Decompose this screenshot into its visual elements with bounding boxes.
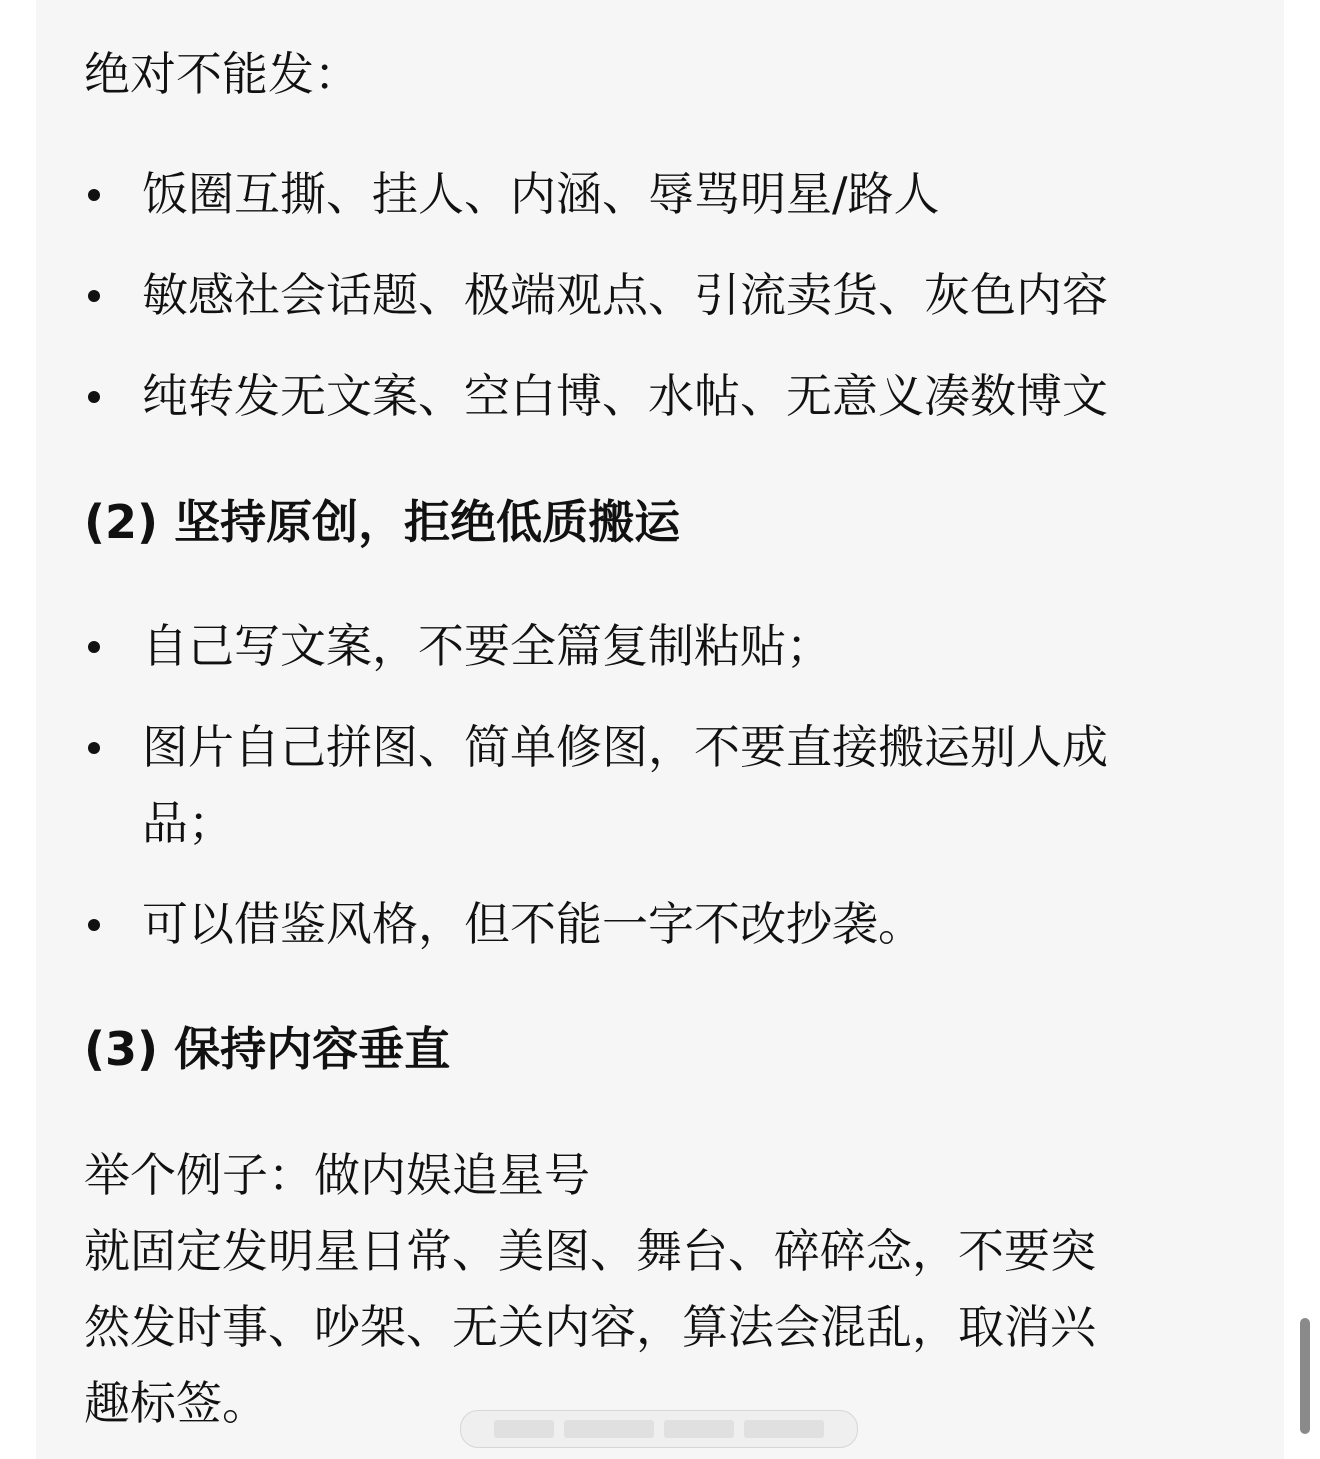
- bullet-icon: [88, 391, 100, 403]
- list-item: [84, 886, 1222, 962]
- list-item-text: 饭圈互撕、挂人、内涵、辱骂明星/路人: [142, 167, 940, 221]
- list-item-text: 图片自己拼图、简单修图，不要直接搬运别人成: [142, 720, 1108, 774]
- example-line: 举个例子：做内娱追星号: [84, 1148, 590, 1202]
- list-item-text: 可以借鉴风格，但不能一字不改抄袭。: [142, 897, 924, 951]
- bullet-icon: [88, 742, 100, 754]
- list-item-text: 敏感社会话题、极端观点、引流卖货、灰色内容: [142, 268, 1108, 322]
- list-item: [84, 709, 1222, 785]
- list-item-text: 自己写文案，不要全篇复制粘贴；: [142, 619, 832, 673]
- body-line: 然发时事、吵架、无关内容，算法会混乱，取消兴: [84, 1300, 1096, 1354]
- watermark: [460, 1410, 858, 1448]
- content-panel: [36, 0, 1284, 1459]
- bullet-icon: [88, 641, 100, 653]
- watermark-block: [664, 1420, 734, 1438]
- section-heading-2: (2) 坚持原创，拒绝低质搬运: [84, 495, 681, 549]
- watermark-block: [744, 1420, 824, 1438]
- list-item-continuation: [84, 785, 1222, 886]
- list-item: [84, 358, 1222, 459]
- bullet-icon: [88, 919, 100, 931]
- bullet-icon: [88, 189, 100, 201]
- bullet-icon: [88, 290, 100, 302]
- body-line: 趣标签。: [84, 1376, 268, 1430]
- scrollbar-thumb[interactable]: [1300, 1318, 1310, 1434]
- list-item: [84, 156, 1222, 257]
- intro-text: 绝对不能发：: [84, 47, 360, 101]
- body-line: 就固定发明星日常、美图、舞台、碎碎念，不要突: [84, 1224, 1096, 1278]
- section-heading-3: (3) 保持内容垂直: [84, 1022, 451, 1076]
- list-item-text: 纯转发无文案、空白博、水帖、无意义凑数博文: [142, 369, 1108, 423]
- list-item-text: 品；: [142, 796, 234, 850]
- list-item: [84, 608, 1222, 709]
- forbidden-list: [84, 156, 1222, 459]
- originality-list: [84, 608, 1222, 962]
- watermark-block: [564, 1420, 654, 1438]
- list-item: [84, 257, 1222, 358]
- watermark-block: [494, 1420, 554, 1438]
